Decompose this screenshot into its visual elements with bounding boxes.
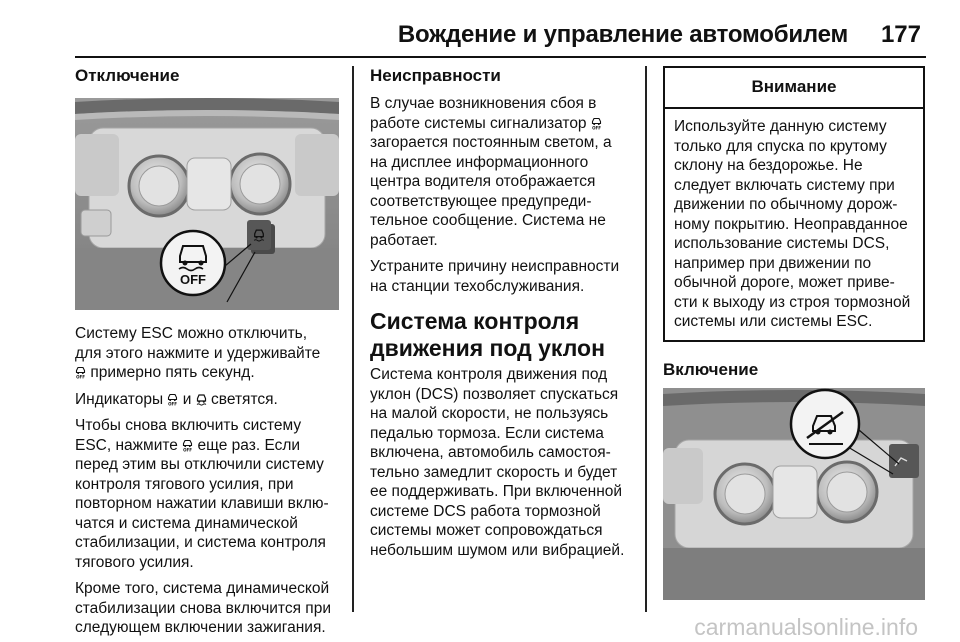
text-line: системы или системы ESC. [674,313,873,330]
text-line: чатся и система динамической [75,514,298,532]
watermark: carmanualsonline.info [694,614,918,640]
text-line: перед этим вы отключили систему [75,456,324,473]
text-span: и [182,390,192,408]
section-heading-disable: Отключение [75,66,180,85]
text-line: контроля тягового усилия, при [75,475,294,493]
text-span: еще раз. Если [197,436,301,454]
text-block [75,324,343,638]
text-block [370,365,636,560]
text-line: педалью тормоза. Если система [370,424,604,442]
text-line: Используйте данную систему [674,118,887,135]
off-label: OFF [180,272,206,287]
text-line: Систему ESC можно отключить, [75,325,308,342]
text-span: примерно пять секунд. [90,364,255,381]
column-2 [370,66,636,560]
text-line [75,363,343,383]
text-line: небольшим шумом или вибрацией. [370,541,625,559]
text-line: тельно замедлит скорость и будет [370,463,618,481]
text-line: на малой скорости, не пользуясь [370,405,609,422]
text-line: тельное сообщение. Система не [370,212,606,229]
section-heading-faults: Неисправности [370,66,501,85]
text-span: работе системы сигнализатор [370,114,587,132]
text-line: стабилизации снова включится при [75,599,331,617]
text-line: тягового усилия. [75,553,194,571]
column-3 [663,66,925,600]
text-span: Индикаторы [75,390,164,408]
esc-off-icon [182,439,193,452]
text-line: загорается постоянным светом, а [370,134,612,151]
text-span: ESC, нажмите [75,436,178,454]
page-number: 177 [880,21,921,48]
text-line: сти к выходу из строя тормозной [674,293,911,311]
text-line: Кроме того, система динамической [75,580,330,597]
text-line: центра водителя отображается [370,173,596,190]
text-line: стабилизации, и система контроля [75,534,326,551]
text-line: использование системы DCS, [674,235,890,252]
esc-icon [196,393,207,406]
text-line: уклон (DCS) позволяет спускаться [370,385,619,403]
text-line: обычной дороге, может приве‑ [674,274,895,291]
text-span: светятся. [211,390,278,408]
dcs-button-photo [663,388,925,600]
text-line: системе DCS работа тормозной [370,502,601,520]
column-divider [352,66,354,612]
text-line [75,390,343,410]
column-1 [75,66,343,638]
section-title-line: Система контроля [370,308,580,334]
warning-text [665,109,923,340]
text-line: Чтобы снова включить систему [75,417,302,434]
text-line: системы может сопровождаться [370,522,603,539]
header-rule [75,56,926,58]
text-line: склону на бездорожье. Не [674,157,863,174]
header-title: Вождение и управление автомобилем [397,21,848,48]
text-block [370,94,636,296]
warning-title: Внимание [665,68,923,109]
section-title-line: движения под уклон [370,335,605,361]
warning-box [663,66,925,342]
text-line: включена, автомобиль самостоя‑ [370,444,611,461]
column-divider [645,66,647,612]
text-line: следует включать систему при [674,176,895,194]
text-line [75,436,343,456]
text-line: на дисплее информационного [370,153,589,171]
text-line: следующем включении зажигания. [75,619,326,636]
page-header [0,21,960,51]
text-line: В случае возникновения сбоя в [370,95,597,112]
text-line: ному покрытию. Неоправданное [674,215,908,233]
esc-off-icon [167,393,178,406]
esc-off-icon [591,117,602,130]
text-line: например при движении по [674,254,872,272]
text-line: на станции техобслуживания. [370,277,585,295]
text-line: для этого нажмите и удерживайте [75,344,321,362]
text-line: Система контроля движения под [370,366,608,383]
esc-button-photo [75,98,339,310]
text-line [370,114,636,134]
text-line: Устраните причину неисправности [370,258,620,275]
esc-off-icon [75,366,86,379]
section-title-dcs [370,308,636,362]
text-line: соответствующее предупреди‑ [370,192,592,210]
text-line: повторном нажатии клавиши вклю‑ [75,495,329,512]
text-line: движении по обычному дорож‑ [674,196,898,213]
text-line: работает. [370,231,438,249]
text-line: только для спуска по крутому [674,137,887,155]
section-heading-enable: Включение [663,359,759,379]
text-line: ее поддерживать. При включенной [370,483,623,500]
